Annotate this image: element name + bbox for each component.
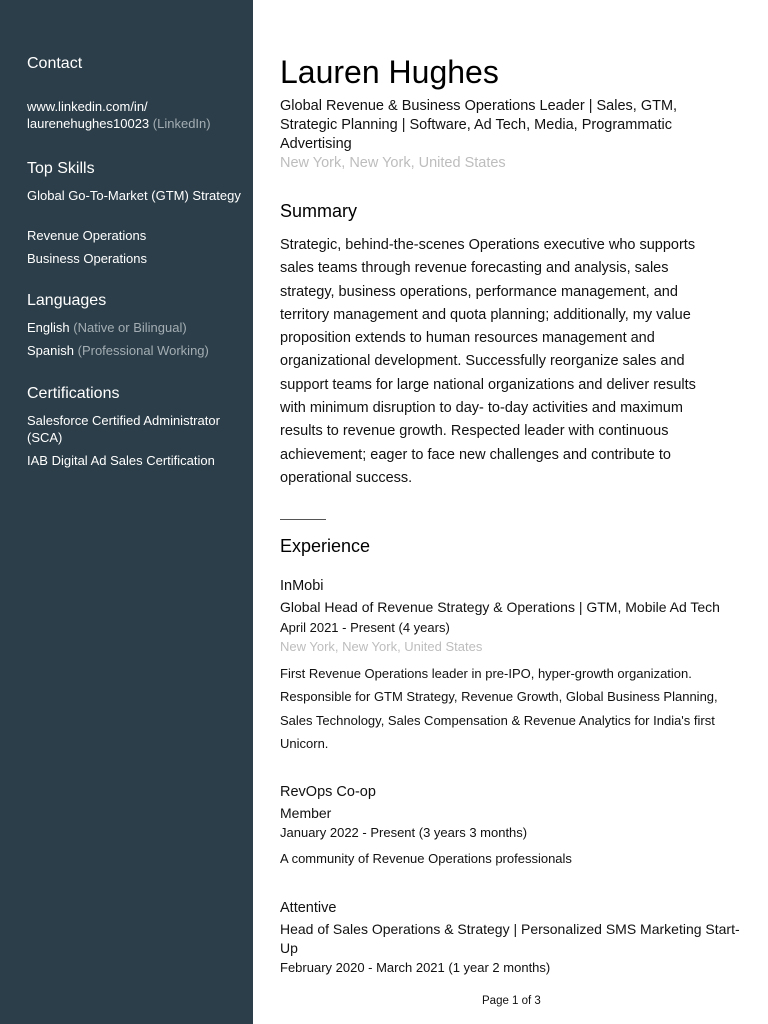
section-divider (280, 519, 326, 520)
job-location: New York, New York, United States (280, 639, 483, 654)
job-company: RevOps Co-op (280, 784, 376, 800)
top-skills-heading: Top Skills (27, 160, 95, 177)
job-dates: January 2022 - Present (3 years 3 months) (280, 825, 528, 840)
profile-name: Lauren Hughes (280, 54, 499, 90)
linkedin-link[interactable] (27, 98, 242, 132)
language-name: Spanish (27, 343, 74, 358)
language-level: (Professional Working) (77, 343, 209, 358)
contact-heading: Contact (27, 55, 83, 72)
linkedin-url-line1: www.linkedin.com/in/ (27, 99, 148, 114)
job-company: InMobi (280, 578, 324, 594)
job-dates: April 2021 - Present (4 years) (280, 620, 450, 635)
certification-item: Salesforce Certified Administrator (SCA) (27, 413, 220, 445)
certification-item: IAB Digital Ad Sales Certification (27, 453, 215, 468)
skill-item: Business Operations (27, 251, 147, 266)
job-title: Global Head of Revenue Strategy & Operations | GTM, Mobile Ad Tech (280, 599, 720, 615)
certifications-heading: Certifications (27, 385, 120, 402)
language-item (27, 319, 242, 336)
linkedin-url-line2: laurenehughes10023 (27, 116, 150, 131)
experience-heading: Experience (280, 536, 371, 556)
summary-text: Strategic, behind-the-scenes Operations executive who supports sales teams through revenue forecasting and analysis, sales strategy, business operations, performance management, and territory management and quota planning; additionally, my value proposition extends to human resources management and organizational development. Successfully reorganize sales and support teams for large national organizations and deliver results with minimum disruption to day- to-day activities and maximum results to revenue growth. Respected leader with continuous achievement; eager to face new challenges and contribute to operational success. (280, 237, 696, 486)
linkedin-label: (LinkedIn) (152, 116, 211, 131)
language-name: English (27, 320, 70, 335)
profile-location: New York, New York, United States (280, 155, 506, 171)
profile-headline: Global Revenue & Business Operations Leader | Sales, GTM, Strategic Planning | Software, Ad Tech, Media, Programmatic Advertising (280, 98, 678, 152)
page-number: Page 1 of 3 (482, 995, 541, 1007)
skill-item: Revenue Operations (27, 228, 147, 243)
language-level: (Native or Bilingual) (73, 320, 187, 335)
job-title: Member (280, 805, 332, 821)
job-description: A community of Revenue Operations professionals (280, 851, 572, 866)
job-description: First Revenue Operations leader in pre-IPO, hyper-growth organization. Responsible for GTM Strategy, Revenue Growth, Global Business Planning, Sales Technology, Sales Compensation & Revenue Analytics for India's first Unicorn. (280, 666, 718, 751)
summary-heading: Summary (280, 201, 358, 221)
sidebar (0, 0, 253, 1024)
job-dates: February 2020 - March 2021 (1 year 2 months) (280, 960, 551, 975)
job-title: Head of Sales Operations & Strategy | Personalized SMS Marketing Start-Up (280, 921, 740, 956)
language-item (27, 342, 242, 359)
skill-item: Global Go-To-Market (GTM) Strategy (27, 188, 241, 203)
job-company: Attentive (280, 900, 337, 916)
languages-heading: Languages (27, 292, 107, 309)
